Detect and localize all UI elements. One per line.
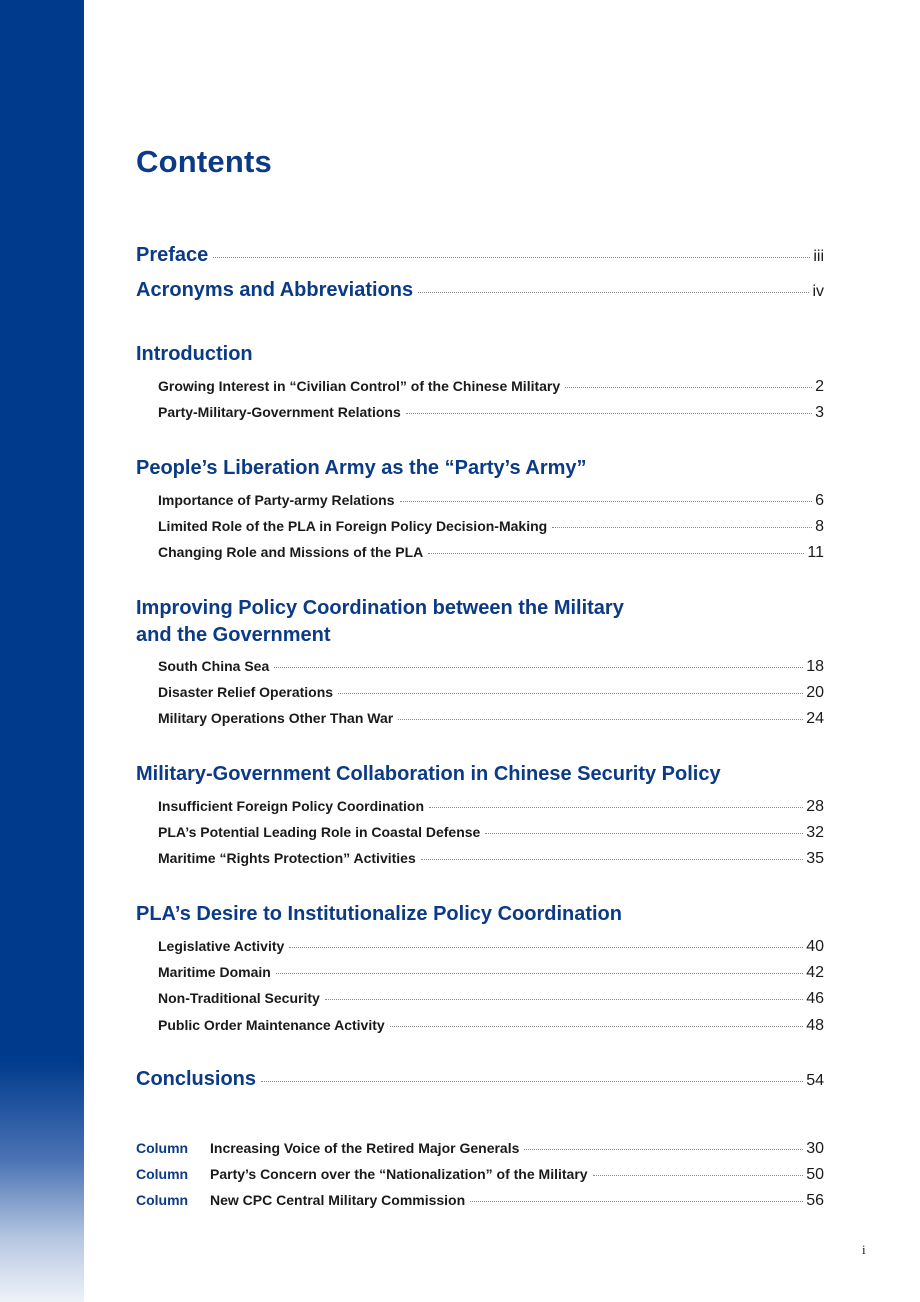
toc-entry[interactable] xyxy=(158,824,824,842)
toc-entry-label: PLA’s Potential Leading Role in Coastal Defense xyxy=(158,824,481,840)
toc-entry-label: Legislative Activity xyxy=(158,938,285,954)
toc-entry[interactable] xyxy=(158,1017,824,1035)
dot-leader xyxy=(289,947,803,948)
dot-leader xyxy=(338,693,803,694)
page-number: 42 xyxy=(806,964,824,981)
section-heading-line: Improving Policy Coordination between the Military xyxy=(136,597,624,619)
toc-entry-label: Party’s Concern over the “Nationalization” of the Military xyxy=(210,1166,588,1182)
toc-entry-label: Party-Military-Government Relations xyxy=(158,404,401,420)
toc-column-entry[interactable] xyxy=(136,1192,824,1210)
column-tag: Column xyxy=(136,1166,189,1182)
toc-entry-label: Limited Role of the PLA in Foreign Policy Decision-Making xyxy=(158,518,548,534)
page-folio: i xyxy=(862,1242,866,1257)
toc-entry-label: Increasing Voice of the Retired Major Generals xyxy=(210,1140,520,1156)
toc-entry[interactable] xyxy=(158,658,824,676)
dot-leader xyxy=(213,257,810,258)
page-number: 40 xyxy=(806,938,824,955)
dot-leader xyxy=(406,413,812,414)
page-number: 32 xyxy=(806,824,824,841)
toc-entry[interactable] xyxy=(158,798,824,816)
toc-entry[interactable] xyxy=(158,850,824,868)
toc-entry[interactable] xyxy=(158,938,824,956)
page-number: 11 xyxy=(807,544,824,561)
dot-leader xyxy=(593,1175,804,1176)
page-number: 2 xyxy=(815,378,824,395)
page-number: 20 xyxy=(806,684,824,701)
page-title: Contents xyxy=(136,144,272,179)
page-number: 35 xyxy=(806,850,824,867)
toc-entry-label: Acronyms and Abbreviations xyxy=(136,279,414,301)
section-heading-collaboration: Military-Government Collaboration in Chinese Security Policy xyxy=(136,763,721,785)
page-number: 3 xyxy=(815,404,824,421)
dot-leader xyxy=(390,1026,804,1027)
toc-entry-label: Changing Role and Missions of the PLA xyxy=(158,544,424,560)
toc-entry[interactable] xyxy=(158,544,824,562)
page-number: 6 xyxy=(815,492,824,509)
page-number: 56 xyxy=(806,1192,824,1209)
dot-leader xyxy=(428,553,804,554)
page-number: iii xyxy=(813,248,824,265)
toc-entry-acronyms[interactable] xyxy=(136,279,824,302)
toc-entry[interactable] xyxy=(158,964,824,982)
dot-leader xyxy=(470,1201,803,1202)
dot-leader xyxy=(325,999,803,1000)
dot-leader xyxy=(261,1081,803,1082)
dot-leader xyxy=(274,667,803,668)
toc-entry[interactable] xyxy=(158,518,824,536)
page-number: 46 xyxy=(806,990,824,1007)
toc-entry-label: Conclusions xyxy=(136,1068,257,1090)
toc-entry[interactable] xyxy=(158,378,824,396)
toc-entry[interactable] xyxy=(158,404,824,422)
toc-entry-label: Preface xyxy=(136,244,209,266)
toc-entry[interactable] xyxy=(158,684,824,702)
dot-leader xyxy=(418,292,809,293)
toc-column-entry[interactable] xyxy=(136,1166,824,1184)
page-number: 28 xyxy=(806,798,824,815)
section-heading-partys-army: People’s Liberation Army as the “Party’s Army” xyxy=(136,457,587,479)
section-heading-policy-coordination xyxy=(136,595,624,649)
dot-leader xyxy=(276,973,803,974)
toc-entry-label: Importance of Party-army Relations xyxy=(158,492,395,508)
toc-entry-preface[interactable] xyxy=(136,244,824,267)
side-color-band xyxy=(0,0,84,1302)
dot-leader xyxy=(552,527,812,528)
toc-entry-label: New CPC Central Military Commission xyxy=(210,1192,466,1208)
toc-entry-label: Disaster Relief Operations xyxy=(158,684,334,700)
page-number: 30 xyxy=(806,1140,824,1157)
dot-leader xyxy=(524,1149,803,1150)
page-number: 8 xyxy=(815,518,824,535)
toc-column-entry[interactable] xyxy=(136,1140,824,1158)
toc-entry-label: Growing Interest in “Civilian Control” of the Chinese Military xyxy=(158,378,561,394)
dot-leader xyxy=(421,859,803,860)
toc-entry-label: Non-Traditional Security xyxy=(158,990,320,1006)
toc-entry-label: Maritime Domain xyxy=(158,964,271,980)
dot-leader xyxy=(485,833,803,834)
toc-entry-label: Insufficient Foreign Policy Coordination xyxy=(158,798,425,814)
toc-entry-conclusions[interactable] xyxy=(136,1068,824,1091)
toc-entry-label: Military Operations Other Than War xyxy=(158,710,394,726)
toc-entry[interactable] xyxy=(158,492,824,510)
section-heading-introduction: Introduction xyxy=(136,343,253,365)
dot-leader xyxy=(429,807,803,808)
column-tag: Column xyxy=(136,1140,189,1156)
page-number: 50 xyxy=(806,1166,824,1183)
page-number: iv xyxy=(812,283,824,300)
dot-leader xyxy=(400,501,813,502)
page-number: 24 xyxy=(806,710,824,727)
section-heading-institutionalize: PLA’s Desire to Institutionalize Policy Coordination xyxy=(136,903,622,925)
toc-entry-label: Public Order Maintenance Activity xyxy=(158,1017,385,1033)
page-number: 54 xyxy=(806,1072,824,1089)
section-heading-line: and the Government xyxy=(136,624,331,646)
toc-entry[interactable] xyxy=(158,990,824,1008)
toc-entry-label: Maritime “Rights Protection” Activities xyxy=(158,850,416,866)
page-number: 48 xyxy=(806,1017,824,1034)
column-tag: Column xyxy=(136,1192,189,1208)
toc-entry-label: South China Sea xyxy=(158,658,270,674)
toc-entry[interactable] xyxy=(158,710,824,728)
dot-leader xyxy=(565,387,812,388)
page-number: 18 xyxy=(806,658,824,675)
dot-leader xyxy=(398,719,803,720)
